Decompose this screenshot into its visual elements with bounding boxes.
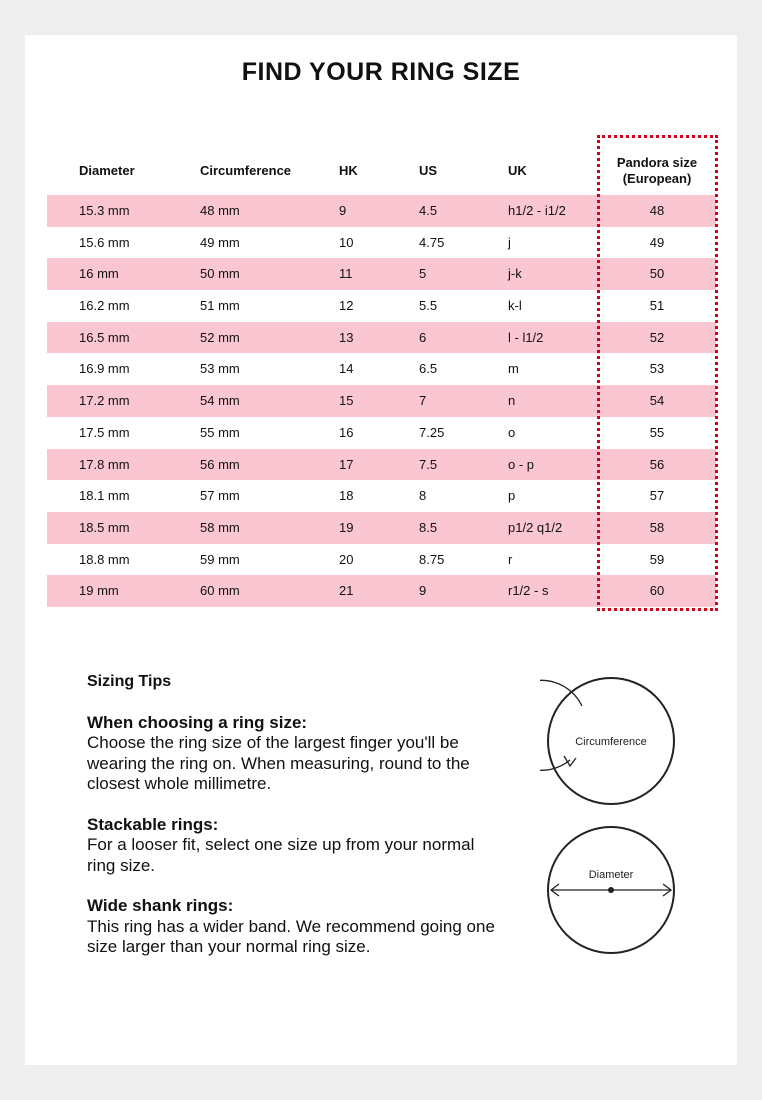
- cell-diameter: 15.3 mm: [79, 203, 130, 218]
- cell-hk: 13: [339, 329, 354, 345]
- cell-uk: r: [508, 551, 513, 567]
- cell-uk: p1/2 q1/2: [508, 519, 563, 535]
- cell-circumference: 55 mm: [200, 424, 240, 440]
- cell-hk: 19: [339, 519, 354, 535]
- cell-uk: p: [508, 488, 516, 504]
- cell-hk: 16: [339, 424, 354, 440]
- cell-uk: o: [508, 424, 516, 440]
- cell-uk: h1/2 - i1/2: [508, 203, 566, 218]
- cell-diameter: 16.5 mm: [79, 329, 130, 345]
- cell-circumference: 49 mm: [200, 234, 240, 250]
- ring-diagrams: [540, 670, 690, 960]
- cell-us: 8: [419, 488, 427, 504]
- cell-pandora-size: 59: [649, 551, 665, 567]
- cell-uk: j-k: [508, 266, 522, 282]
- cell-diameter: 16.2 mm: [79, 298, 130, 314]
- cell-us: 7: [419, 393, 427, 409]
- cell-hk: 20: [339, 551, 354, 567]
- cell-us: 9: [419, 583, 427, 599]
- header-circumference: Circumference: [200, 163, 292, 178]
- cell-circumference: 57 mm: [200, 488, 240, 504]
- cell-uk: j: [508, 234, 511, 250]
- cell-pandora-size: 56: [649, 456, 665, 472]
- cell-uk: n: [508, 393, 516, 409]
- cell-pandora-size: 48: [649, 203, 665, 218]
- sizing-tips: [87, 672, 507, 958]
- cell-us: 6.5: [419, 361, 438, 377]
- page-title: FIND YOUR RING SIZE: [241, 58, 521, 86]
- cell-pandora-size: 51: [649, 298, 665, 314]
- tip-heading: Stackable rings:: [87, 814, 219, 834]
- cell-circumference: 56 mm: [200, 456, 240, 472]
- pandora-size-highlight: [597, 135, 718, 611]
- cell-circumference: 52 mm: [200, 329, 240, 345]
- cell-us: 7.5: [419, 456, 438, 472]
- tip-heading: When choosing a ring size:: [87, 712, 308, 732]
- cell-diameter: 16.9 mm: [79, 361, 130, 377]
- circumference-arrow-head: [564, 756, 576, 766]
- cell-uk: o - p: [508, 456, 535, 472]
- cell-us: 4.75: [419, 234, 445, 250]
- cell-pandora-size: 58: [649, 519, 665, 535]
- cell-pandora-size: 52: [649, 329, 665, 345]
- tip-body: This ring has a wider band. We recommend going one size larger than your normal ring size.: [87, 916, 495, 956]
- cell-pandora-size: 57: [649, 488, 665, 504]
- cell-diameter: 19 mm: [79, 583, 119, 599]
- circumference-diagram: [540, 678, 674, 804]
- sizing-tips-heading: Sizing Tips: [87, 673, 172, 690]
- cell-us: 4.5: [419, 203, 438, 218]
- header-us: US: [419, 163, 438, 178]
- cell-uk: l - l1/2: [508, 329, 544, 345]
- cell-pandora-size: 50: [649, 266, 665, 282]
- cell-pandora-size: 55: [649, 424, 665, 440]
- cell-hk: 11: [339, 266, 353, 282]
- cell-diameter: 17.8 mm: [79, 456, 130, 472]
- cell-hk: 18: [339, 488, 354, 504]
- cell-diameter: 17.5 mm: [79, 424, 130, 440]
- cell-circumference: 50 mm: [200, 266, 240, 282]
- tip-body: Choose the ring size of the largest finger you'll be wearing the ring on. When measuring, round to the closest whole millimetre.: [87, 733, 470, 793]
- cell-diameter: 18.5 mm: [79, 519, 130, 535]
- tip-section: [87, 896, 507, 958]
- cell-hk: 15: [339, 393, 354, 409]
- cell-diameter: 15.6 mm: [79, 234, 130, 250]
- cell-us: 8.75: [419, 551, 445, 567]
- header-hk: HK: [339, 163, 358, 178]
- cell-diameter: 17.2 mm: [79, 393, 130, 409]
- tip-body: For a looser fit, select one size up from your normal ring size.: [87, 835, 475, 875]
- diameter-center-dot: [608, 887, 614, 893]
- tip-heading: Wide shank rings:: [87, 896, 234, 915]
- cell-us: 5: [419, 266, 427, 282]
- header-pandora-size: Pandora size (European): [616, 155, 698, 186]
- tip-section: [87, 815, 507, 877]
- cell-hk: 17: [339, 456, 354, 472]
- cell-hk: 10: [339, 234, 354, 250]
- cell-diameter: 16 mm: [79, 266, 119, 282]
- cell-pandora-size: 60: [649, 583, 665, 599]
- header-uk: UK: [508, 163, 527, 178]
- cell-diameter: 18.1 mm: [79, 488, 130, 504]
- cell-hk: 12: [339, 298, 354, 314]
- cell-uk: k-l: [508, 298, 522, 314]
- cell-hk: 21: [339, 583, 354, 599]
- cell-diameter: 18.8 mm: [79, 551, 130, 567]
- cell-circumference: 51 mm: [200, 298, 240, 314]
- cell-pandora-size: 49: [649, 234, 665, 250]
- cell-us: 8.5: [419, 519, 438, 535]
- cell-circumference: 58 mm: [200, 519, 240, 535]
- tip-section: [87, 713, 507, 795]
- cell-hk: 14: [339, 361, 354, 377]
- cell-circumference: 59 mm: [200, 551, 240, 567]
- cell-us: 5.5: [419, 298, 438, 314]
- circumference-arrow-arc: [540, 680, 582, 770]
- cell-circumference: 53 mm: [200, 361, 240, 377]
- cell-pandora-size: 53: [649, 361, 665, 377]
- diameter-diagram: [548, 827, 674, 953]
- cell-circumference: 60 mm: [200, 583, 240, 599]
- cell-circumference: 48 mm: [200, 203, 240, 218]
- cell-us: 6: [419, 329, 427, 345]
- cell-hk: 9: [339, 203, 347, 218]
- circumference-label: Circumference: [575, 736, 647, 748]
- cell-us: 7.25: [419, 424, 445, 440]
- header-diameter: Diameter: [79, 163, 135, 178]
- cell-uk: r1/2 - s: [508, 583, 549, 599]
- cell-pandora-size: 54: [649, 393, 665, 409]
- cell-uk: m: [508, 361, 519, 377]
- cell-circumference: 54 mm: [200, 393, 240, 409]
- diameter-label: Diameter: [588, 869, 634, 881]
